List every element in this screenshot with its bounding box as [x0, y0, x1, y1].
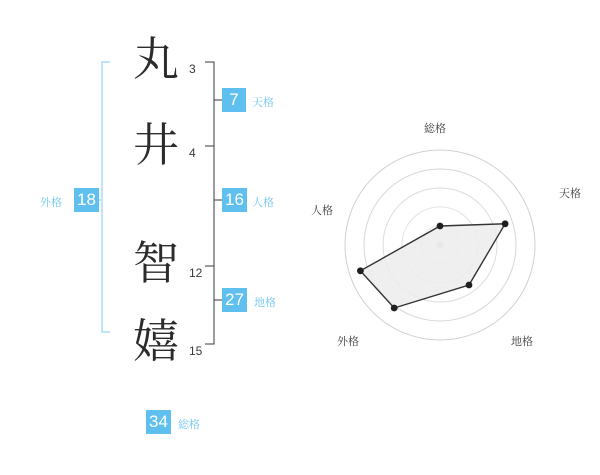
radar-point-tenkaku	[502, 220, 509, 227]
stroke-count-4: 15	[189, 344, 203, 358]
name-panel	[0, 0, 300, 470]
radar-data-polygon	[360, 224, 505, 308]
stroke-count-2: 4	[189, 146, 196, 160]
chikaku-value-badge: 27	[222, 288, 247, 312]
radar-point-gaikaku	[391, 305, 398, 312]
tenkaku-label: 天格	[252, 96, 274, 109]
radar-point-soukaku	[437, 223, 444, 230]
radar-point-jinkaku	[357, 267, 364, 274]
soukaku-value-badge: 34	[146, 410, 171, 434]
gaikaku-value-badge: 18	[74, 188, 99, 212]
gaikaku-label: 外格	[40, 196, 62, 209]
tenkaku-value-badge: 7	[222, 88, 246, 112]
radar-axis-label-gaikaku: 外格	[337, 335, 359, 348]
kanji-character-3: 智	[133, 236, 179, 290]
radar-chart-svg	[300, 0, 600, 470]
jinkaku-value-badge: 16	[222, 188, 247, 212]
radar-chart	[300, 0, 600, 470]
radar-axis-label-chikaku: 地格	[511, 335, 533, 348]
jinkaku-label: 人格	[252, 196, 274, 209]
stroke-count-1: 3	[189, 62, 196, 76]
radar-axis-label-jinkaku: 人格	[311, 204, 333, 217]
radar-point-chikaku	[466, 282, 473, 289]
chikaku-label: 地格	[254, 296, 276, 309]
radar-axis-label-soukaku: 総格	[424, 122, 446, 135]
kanji-character-4: 嬉	[133, 314, 179, 368]
soukaku-label: 総格	[178, 418, 200, 431]
kanji-character-1: 丸	[133, 32, 179, 86]
stroke-count-3: 12	[189, 266, 203, 280]
radar-axis-label-tenkaku: 天格	[559, 187, 581, 200]
kanji-character-2: 井	[133, 118, 179, 172]
